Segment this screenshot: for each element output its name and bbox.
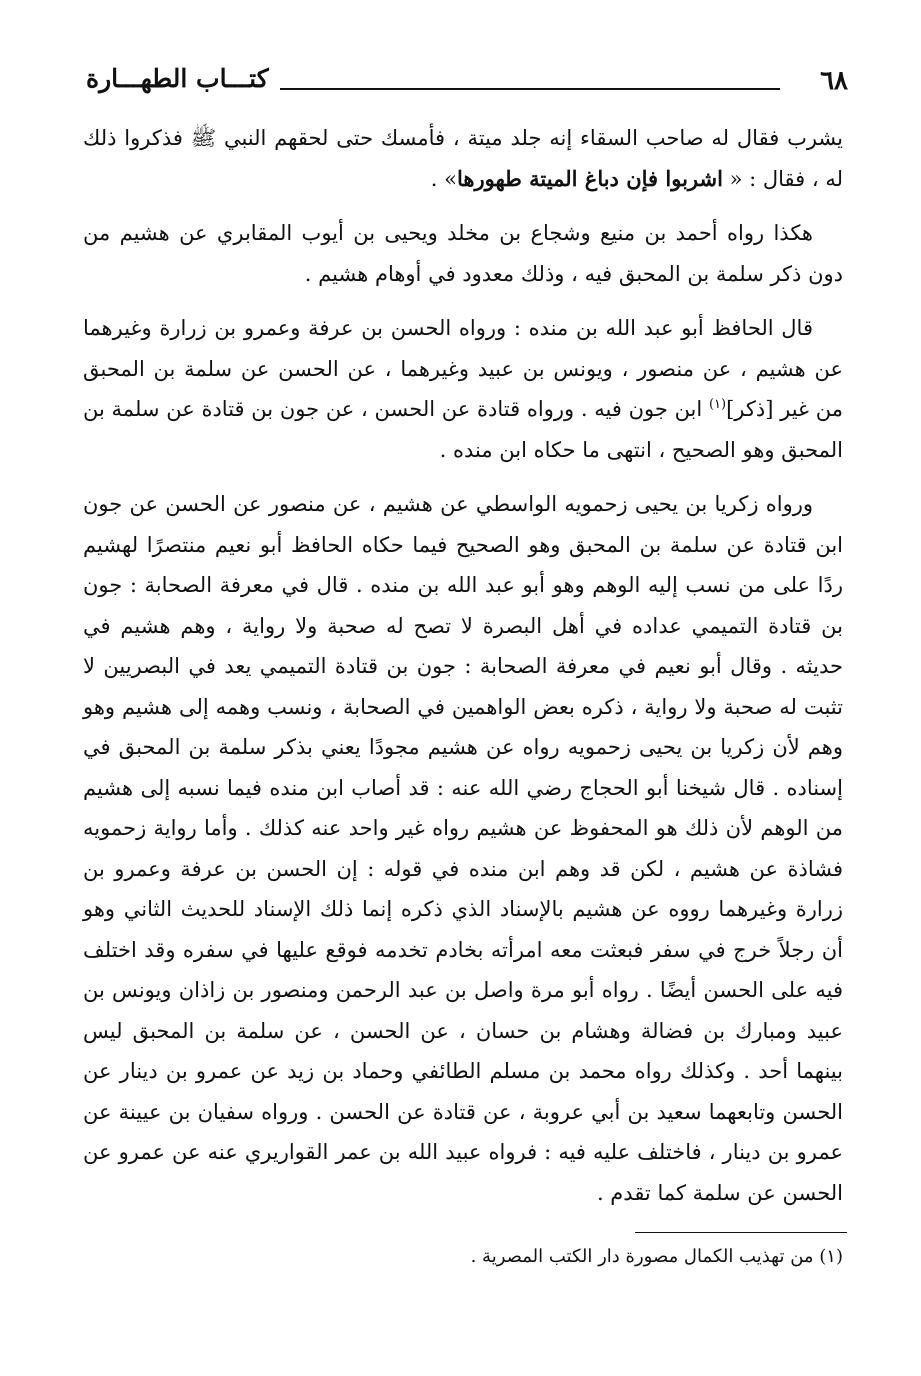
main-text [83, 118, 843, 1213]
page-number: ٦٨ [820, 66, 848, 96]
paragraph-1 [83, 118, 843, 199]
page-header [86, 62, 848, 102]
paragraph-1-end: » . [430, 166, 457, 191]
paragraph-3-text: قال الحافظ أبو عبد الله بن منده : ورواه الحسن بن عرفة وعمرو بن زرارة وغيرهما عن هشيم ، عن منصور ، ويونس بن عبيد وغيرهما ، عن الحسن عن سلمة بن المحبق من غير [ذكر] [83, 316, 843, 421]
paragraph-2: هكذا رواه أحمد بن منيع وشجاع بن مخلد ويحيى بن أيوب المقابري عن هشيم من دون ذكر سلمة بن المحبق فيه ، وذلك معدود في أوهام هشيم . [83, 221, 843, 286]
paragraph-4: ورواه زكريا بن يحيى زحمويه الواسطي عن هشيم ، عن منصور عن الحسن عن جون ابن قتادة عن سلمة بن المحبق وهو الصحيح فيما حكاه الحافظ أبو نعيم منتصرًا لهشيم ردًا على من نسب إليه الوهم وهو أبو عبد الله بن منده . قال في معرفة الصحابة : جون بن قتادة التميمي عداده في أهل البصرة لا تصح له صحبة ولا رواية ، وهم هشيم في حديثه . وقال أبو نعيم في معرفة الصحابة : جون بن قتادة التميمي يعد في البصريين لا تثبت له صحبة ولا رواية ، ذكره بعض الواهمين في الصحابة ، ونسب وهمه إلى هشيم وهو وهم لأن زكريا بن يحيى زحمويه رواه عن هشيم مجودًا يعني بذكر سلمة بن المحبق في إسناده . قال شيخنا أبو الحجاج رضي الله عنه : قد أصاب ابن منده فيما نسبه إلى هشيم من الوهم لأن ذلك هو المحفوظ عن هشيم رواه غير واحد عنه كذلك . وأما رواية زحمويه فشاذة عن هشيم ، لكن قد وهم ابن منده في قوله : إن الحسن بن عرفة وعمرو بن زرارة وغيرهما رووه عن هشيم بالإسناد الذي ذكره إنما ذلك الإسناد للحديث الثاني وهو أن رجلاً خرج في سفر فبعثت معه امرأته بخادم تخدمه فوقع عليها في سفره وقد اختلف فيه على الحسن أيضًا . رواه أبو مرة واصل بن عبد الرحمن ومنصور بن زاذان ويونس بن عبيد ومبارك بن فضالة وهشام بن حسان ، عن الحسن ، عن سلمة بن المحبق ليس بينهما أحد . وكذلك رواه محمد بن مسلم الطائفي وحماد بن زيد عن عمرو بن دينار عن الحسن وتابعهما سعيد بن أبي عروبة ، عن قتادة عن الحسن . ورواه سفيان بن عيينة عن عمرو بن دينار ، فاختلف عليه فيه : فرواه عبيد الله بن عمر القواريري عنه عن عمرو عن الحسن عن سلمة كما تقدم . [83, 492, 844, 1205]
paragraph-3 [83, 308, 843, 470]
paragraph-3-end: ابن جون فيه . ورواه قتادة عن الحسن ، عن جون بن قتادة عن سلمة بن المحبق وهو الصحيح ، انتهى ما حكاه ابن منده . [83, 397, 843, 462]
footnote-rule [635, 1232, 847, 1233]
book-title: كتـــاب الطهـــارة [86, 64, 269, 93]
header-rule [280, 88, 780, 90]
footnote: (١) من تهذيب الكمال مصورة دار الكتب المصرية . [470, 1246, 843, 1267]
hadith-quote: اشربوا فإن دباغ الميتة طهورها [457, 165, 723, 191]
footnote-reference[interactable]: (١) [708, 397, 727, 412]
paragraph-1-text: يشرب فقال له صاحب السقاء إنه جلد ميتة ، فأمسك حتى لحقهم النبي ﷺ فذكروا ذلك له ، فقال : « [83, 126, 843, 191]
